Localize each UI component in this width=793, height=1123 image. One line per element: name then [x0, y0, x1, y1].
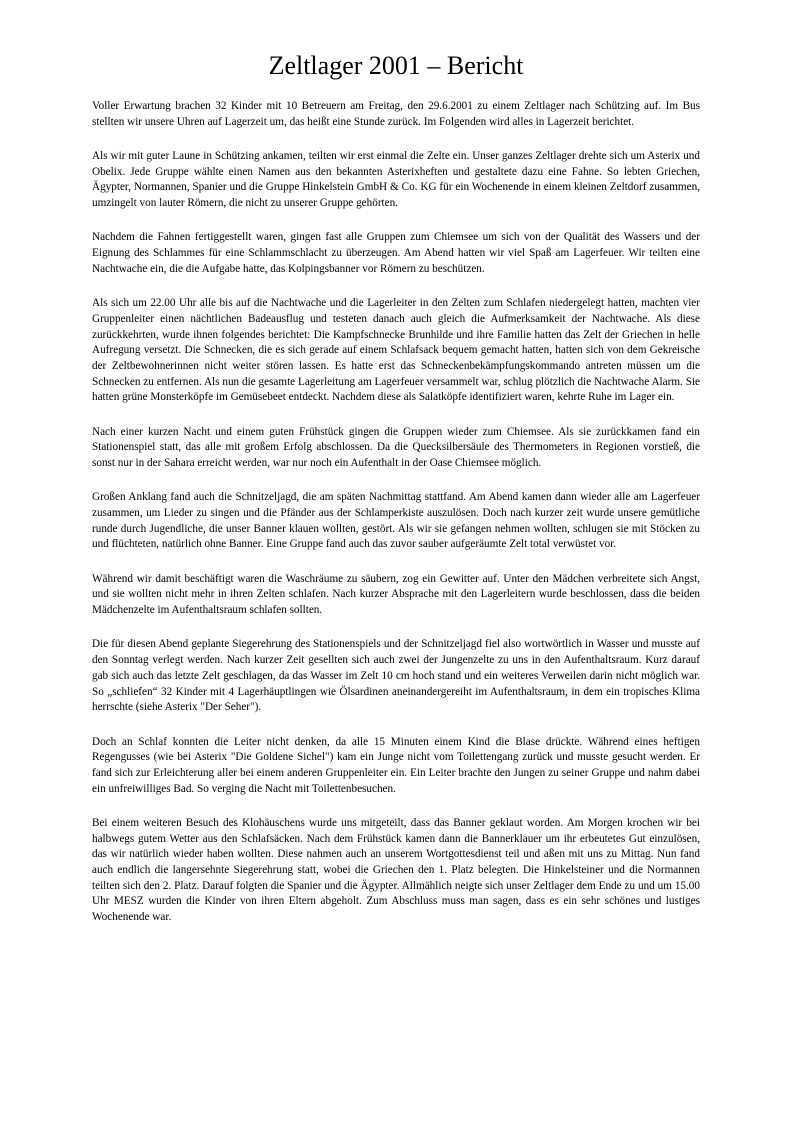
- paragraph-4: Als sich um 22.00 Uhr alle bis auf die Nachtwache und die Lagerleiter in den Zelten zum Schlafen niedergelegt hatten, machten vier Gruppenleiter einen nächtlichen Badeausflug und testeten danach auch gleich die Aufmerksamkeit der Nachtwache. Als diese zurückkehrten, wurde ihnen folgendes berichtet: Die Kampfschnecke Brunhilde und ihre Familie hatten das Zelt der Griechen in helle Aufregung versetzt. Die Schnecken, die es sich gerade auf einem Schlafsack bequem gemacht hatten, hatten sich von dem Gekreische der Zeltbewohnerinnen nicht weiter stören lassen. Es hatte erst das Schneckenbekämpfungskommando antreten müssen um die Schnecken zu entfernen. Als nun die gesamte Lagerleitung am Lagerfeuer versammelt war, schlug plötzlich die Nachtwache Alarm. Sie hatten grüne Monsterköpfe im Gemüsebeet entdeckt. Nachdem diese als Salatköpfe identifiziert waren, kehrte Ruhe im Lager ein.: [92, 297, 700, 404]
- paragraph-5: Nach einer kurzen Nacht und einem guten Frühstück gingen die Gruppen wieder zum Chiemsee. Als sie zurückkamen fand ein Stationenspiel statt, das alle mit großem Erfolg abschlossen. Da die Quecksilbersäule des Thermometers in Regionen vorstieß, die sonst nur in der Sahara erreicht werden, war nur noch ein Aufenthalt in der Oase Chiemsee möglich.: [92, 425, 700, 470]
- paragraph-9: Doch an Schlaf konnten die Leiter nicht denken, da alle 15 Minuten einem Kind die Blase drückte. Während eines heftigen Regengusses (wie bei Asterix "Die Goldene Sichel") kam ein Junge nicht vom Toilettengang zurück und musste gesucht werden. Er fand sich zur Erleichterung aller bei einem anderen Gruppenleiter ein. Ein Leiter brachte den Jungen zu seiner Gruppe und nahm dabei ein unfreiwilliges Bad. So verging die Nacht mit Toilettenbesuchen.: [92, 735, 700, 795]
- paragraph-7: Während wir damit beschäftigt waren die Waschräume zu säubern, zog ein Gewitter auf. Unter den Mädchen verbreitete sich Angst, und sie wollten nicht mehr in ihren Zelten schlafen. Nach kurzer Absprache mit den Lagerleitern wurde beschlossen, dass die beiden Mädchenzelte im Aufenthaltsraum schlafen sollten.: [92, 572, 700, 617]
- paragraph-3: Nachdem die Fahnen fertiggestellt waren, gingen fast alle Gruppen zum Chiemsee um sich von der Qualität des Wassers und der Eignung des Schlammes für eine Schlammschlacht zu überzeugen. Am Abend hatten wir viel Spaß am Lagerfeuer. Wir teilten eine Nachtwache ein, die die Aufgabe hatte, das Kolpingsbanner vor Römern zu beschützen.: [92, 231, 700, 275]
- paragraph-6: Großen Anklang fand auch die Schnitzeljagd, die am späten Nachmittag stattfand. Am Abend kamen dann wieder alle am Lagerfeuer zusammen, um Lieder zu singen und die Pfänder aus der Schlamperkiste auszulösen. Doch nach kurzer zeit wurde unsere gemütliche runde durch Jugendliche, die unser Banner klauen wollten, gestört. Als wir sie gefangen nehmen wollten, schlugen sie mit Stöcken zu und flüchteten, natürlich ohne Banner. Eine Gruppe fand auch das zuvor sauber aufgeräumte Zelt total verwüstet vor.: [92, 491, 700, 551]
- paragraph-2: Als wir mit guter Laune in Schützing ankamen, teilten wir erst einmal die Zelte ein. Unser ganzes Zeltlager drehte sich um Asterix und Obelix. Jede Gruppe wählte einen Namen aus den bekannten Asterixheften und gestaltete dazu eine Fahne. So lebten Griechen, Ägypter, Normannen, Spanier und die Gruppe Hinkelstein GmbH & Co. KG für ein Wochenende in einem kleinen Zeltdorf zusammen, umzingelt von lauter Römern, die nicht zu unserer Gruppe gehörten.: [92, 150, 700, 210]
- paragraph-10: Bei einem weiteren Besuch des Klohäuschens wurde uns mitgeteilt, dass das Banner geklaut worden. Am Morgen krochen wir bei halbwegs gutem Wetter aus den Schlafsäcken. Nach dem Frühstück kamen dann die Bannerklauer um ihr erbeutetes Gut einzulösen, das wir natürlich wieder haben wollten. Diese nahmen auch an unserem Wortgottesdienst teil und aßen mit uns zu Mittag. Nun fand auch endlich die langersehnte Siegerehrung statt, wobei die Griechen den 1. Platz belegten. Die Hinkelsteiner und die Normannen teilten sich den 2. Platz. Darauf folgten die Spanier und die Ägypter. Allmählich neigte sich unser Zeltlager dem Ende zu und um 15.00 Uhr MESZ wurden die Kinder von ihren Eltern abgeholt. Zum Abschluss muss man sagen, dass es ein sehr schönes und lustiges Wochenende war.: [92, 816, 700, 924]
- document-title: Zeltlager 2001 – Bericht: [268, 51, 524, 80]
- paragraph-8: Die für diesen Abend geplante Siegerehrung des Stationenspiels und der Schnitzeljagd fiel also wortwörtlich in Wasser und musste auf den Sonntag verlegt werden. Nach kurzer Zeit gesellten sich auch zwei der Jungenzelte zu uns in den Aufenthaltsraum. Kurz darauf gab sich auch das letzte Zelt geschlagen, da das Wasser im Zelt 10 cm hoch stand und ein weiteres Verweilen darin nicht möglich war. So „schliefen“ 32 Kinder mit 4 Lagerhäuptlingen wie Ölsardinen aneinandergereiht im Aufenthaltsraum, in dem ein tropisches Klima herrschte (siehe Asterix "Der Seher").: [92, 638, 700, 714]
- paragraph-1: Voller Erwartung brachen 32 Kinder mit 10 Betreuern am Freitag, den 29.6.2001 zu einem Zeltlager nach Schützing auf. Im Bus stellten wir unsere Uhren auf Lagerzeit um, das heißt eine Stunde zurück. Im Folgenden wird alles in Lagerzeit berichtet.: [92, 100, 700, 128]
- document-page: [92, 51, 700, 944]
